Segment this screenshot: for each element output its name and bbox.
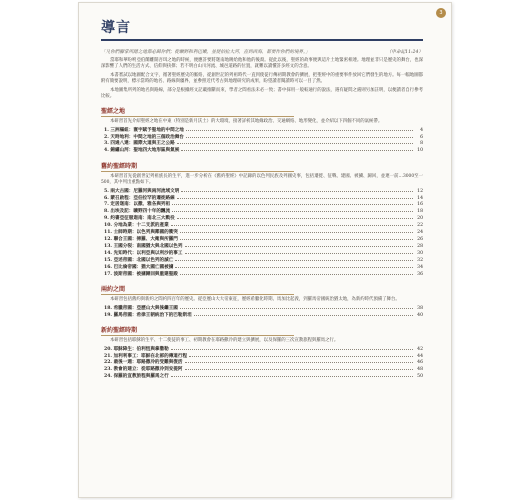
toc-leader-dots [175, 267, 413, 268]
page-content [101, 17, 423, 381]
intro-paragraph: 當耶和華吩咐亞伯蘭離開吾珥之地的時候，便應許要將迦南地賜給他和他的後裔。從此以後，聖經的故事便與這片土地緊密相連。地理並非只是歷史的舞台，也深深影響了人們的生活方式、信仰與抉擇；若不明白山川河流、城邑道路的位置，就難以讀懂許多經文的含意。 [101, 58, 423, 70]
toc-leader-dots [180, 274, 413, 275]
page-title: 導言 [101, 20, 131, 36]
toc-entry-label: 5. 兩大古國：尼羅河與兩河流域文明 [104, 188, 180, 194]
toc-entry[interactable] [101, 128, 423, 135]
toc-entry[interactable] [101, 251, 423, 258]
page-number-badge: 3 [436, 8, 446, 18]
toc-leader-dots [185, 246, 414, 247]
toc-section [101, 161, 423, 278]
toc-leader-dots [171, 225, 413, 226]
toc-entry-label: 2. 天時地利：中間之地的三個政治舞台 [104, 134, 184, 140]
toc-leader-dots [177, 218, 413, 219]
toc-entry[interactable] [101, 347, 423, 354]
toc-entry[interactable] [101, 306, 423, 313]
toc-entry-page: 30 [417, 250, 423, 256]
toc-entry-page: 16 [417, 202, 423, 208]
toc-entry[interactable] [101, 244, 423, 251]
epigraph [101, 49, 423, 56]
toc-entry-label: 12. 聯合王國：掃羅、大衛與所羅門 [104, 237, 178, 243]
section-heading: 舊約聖經時期 [101, 161, 294, 172]
toc-leader-dots [185, 253, 414, 254]
toc-leader-dots [194, 315, 413, 316]
toc-entry-page: 10 [417, 148, 423, 154]
toc-section [101, 106, 423, 155]
section-heading: 兩約之間 [101, 284, 294, 295]
toc-entry-page: 20 [417, 216, 423, 222]
toc-entry-page: 26 [417, 237, 423, 243]
section-heading: 新約聖經時期 [101, 325, 294, 336]
toc-list [101, 128, 423, 156]
toc-leader-dots [172, 204, 413, 205]
toc-leader-dots [172, 211, 413, 212]
toc-entry-page: 32 [417, 257, 423, 263]
toc-entry-page: 12 [417, 188, 423, 194]
toc-entry-label: 9. 約書亞征服迦南：南北三大戰役 [104, 216, 175, 222]
toc-leader-dots [185, 369, 414, 370]
intro-paragraph: 本地圖集所列的地名與路線，部分是根據經文記載推斷而來，學者之間看法未必一致；書中採用一般較通行的說法，遇有疑問之處則另加註明，以便讀者自行參考比較。 [101, 87, 423, 100]
toc-entry-page: 46 [417, 360, 423, 366]
toc-entry-page: 44 [417, 353, 423, 359]
toc-entry[interactable] [101, 272, 423, 279]
toc-entry-page: 24 [417, 230, 423, 236]
section-description: 本研習首先從創世記列祖族長的生平，進一步分析在《舊約聖經》中記錄的以色列民族及列國史事，包括遷徙、征戰、建國、被擄、歸回，並連一前…3000至一500，其中列出重點如下。 [101, 174, 423, 186]
toc-entry-label: 17. 波斯帝國：被擄歸回與重建聖殿 [104, 271, 178, 277]
toc-entry[interactable] [101, 148, 423, 155]
section-description: 本研習包括耶穌的生平、十二使徒的事工、初期教會在耶路撒冷的建立與擴展，以及保羅的三次宣教旅程與羅馬之行。 [110, 338, 339, 344]
toc-entry-label: 16. 巴比倫帝國：猶大國亡國被擄 [104, 264, 174, 270]
toc-entry[interactable] [101, 265, 423, 272]
toc-entry-page: 6 [420, 134, 423, 140]
toc-entry[interactable] [101, 237, 423, 244]
toc-leader-dots [185, 362, 414, 363]
epigraph-reference: （申命記11:24） [386, 50, 423, 55]
toc-entry-label: 19. 羅馬帝國：希律王朝統治下的巴勒斯坦 [104, 312, 192, 318]
toc-entry-label: 21. 加利利事工：耶穌在北部的傳道行程 [104, 353, 188, 359]
intro-paragraph: 本書嘗試以地圖配合文字，循著聖經歷史的脈絡，從創世記的列祖時代一直到使徒行傳初期教會的擴展，把聖經中的重要事件放回它們發生的地方。每一幅地圖都附有簡要說明，標示當時的地名、路線與疆界，並參照近代考古與地理研究的成果，盼望讀者閱讀時可以一目了然。 [101, 72, 423, 85]
toc-entry-label: 20. 耶穌降生：伯利恆與拿撒勒 [104, 346, 169, 352]
toc-entry-label: 24. 保羅的宣教旅程與羅馬之行 [104, 374, 169, 380]
toc-entry-page: 4 [420, 127, 423, 133]
toc-leader-dots [171, 349, 413, 350]
toc-entry-label: 11. 士師時期：以色列與鄰國的衝突 [104, 230, 178, 236]
book-page [78, 2, 452, 498]
toc-entry-page: 36 [417, 271, 423, 277]
epigraph-text: 「凡你們腳掌所踏之地都必歸你們；從曠野和利巴嫩，並從伯拉大河，直到西海，都要作你們的境界。」 [101, 50, 311, 55]
toc-entry-label: 3. 四通八達：國際大道與王之公路 [104, 141, 175, 147]
toc-leader-dots [180, 308, 413, 309]
toc-leader-dots [175, 260, 413, 261]
toc-entry[interactable] [101, 374, 423, 381]
toc-entry-page: 42 [417, 346, 423, 352]
section-heading: 聖經之地 [101, 106, 294, 117]
toc-entry-label: 22. 最後一週：耶路撒冷的受難與復活 [104, 360, 183, 366]
toc-entry-label: 15. 亞述帝國：北國以色列的滅亡 [104, 257, 174, 263]
toc-entry-label: 6. 蒙召啟程：亞伯拉罕的遷徙路線 [104, 195, 175, 201]
toc-entry-page: 8 [420, 141, 423, 147]
toc-section [101, 325, 423, 381]
toc-leader-dots [186, 130, 413, 131]
toc-entry-label: 10. 分地為業：十二支派的產業 [104, 223, 169, 229]
toc-entry-page: 28 [417, 243, 423, 249]
toc-leader-dots [171, 376, 413, 377]
section-description: 本研習首先介紹聖經之地在中東（特別是新月沃土）的大環境，接著詳析其地緣政治、交通網絡、地形變化，並介紹以下四個不同的氣候帶。 [110, 119, 383, 125]
title-bar [101, 17, 423, 41]
toc-list [101, 189, 423, 279]
toc-list [101, 306, 423, 320]
toc-entry-page: 14 [417, 195, 423, 201]
toc-entry[interactable] [101, 258, 423, 265]
toc-entry[interactable] [101, 230, 423, 237]
toc-entry-page: 38 [417, 305, 423, 311]
toc-entry-label: 7. 定居迦南：以撒、雅各與列祖 [104, 202, 171, 208]
toc-entry-label: 13. 王國分裂：南國猶大與北國以色列 [104, 243, 183, 249]
toc-list [101, 347, 423, 382]
toc-entry[interactable] [101, 189, 423, 196]
toc-leader-dots [186, 137, 413, 138]
toc-leader-dots [180, 239, 413, 240]
toc-entry-label: 1. 三洲樞紐：寰宇賦予聖地的中間之地 [104, 127, 184, 133]
toc-entry-page: 50 [417, 374, 423, 380]
toc-entry[interactable] [101, 313, 423, 320]
toc-leader-dots [189, 356, 413, 357]
toc-entry-label: 8. 出埃及記：曠野四十年的飄流 [104, 209, 171, 215]
table-of-contents [101, 106, 423, 381]
toc-entry-label: 4. 錦繡山河：聖地四大地形區與氣候 [104, 148, 180, 154]
toc-leader-dots [181, 150, 413, 151]
toc-entry-page: 18 [417, 209, 423, 215]
toc-entry-label: 18. 希臘帝國：亞歷山大與後繼王國 [104, 305, 178, 311]
toc-leader-dots [177, 198, 413, 199]
toc-entry-label: 14. 先知時代：以利亞與以利沙的事工 [104, 250, 183, 256]
section-description: 本研習包括舊約與新約之間約四百年的歷史。從亞歷山大大帝東征，歷經希臘化時期、馬加比起義，到羅馬帝國統治猶太地，為新約時代預備了舞台。 [110, 297, 400, 303]
toc-entry-page: 22 [417, 223, 423, 229]
intro-text [101, 58, 423, 100]
toc-entry-page: 40 [417, 312, 423, 318]
toc-entry-label: 23. 教會的建立：從耶路撒冷到安提阿 [104, 367, 183, 373]
toc-leader-dots [181, 191, 413, 192]
toc-leader-dots [177, 143, 413, 144]
toc-section [101, 284, 423, 319]
toc-entry-page: 48 [417, 367, 423, 373]
toc-leader-dots [180, 232, 413, 233]
toc-entry-page: 34 [417, 264, 423, 270]
